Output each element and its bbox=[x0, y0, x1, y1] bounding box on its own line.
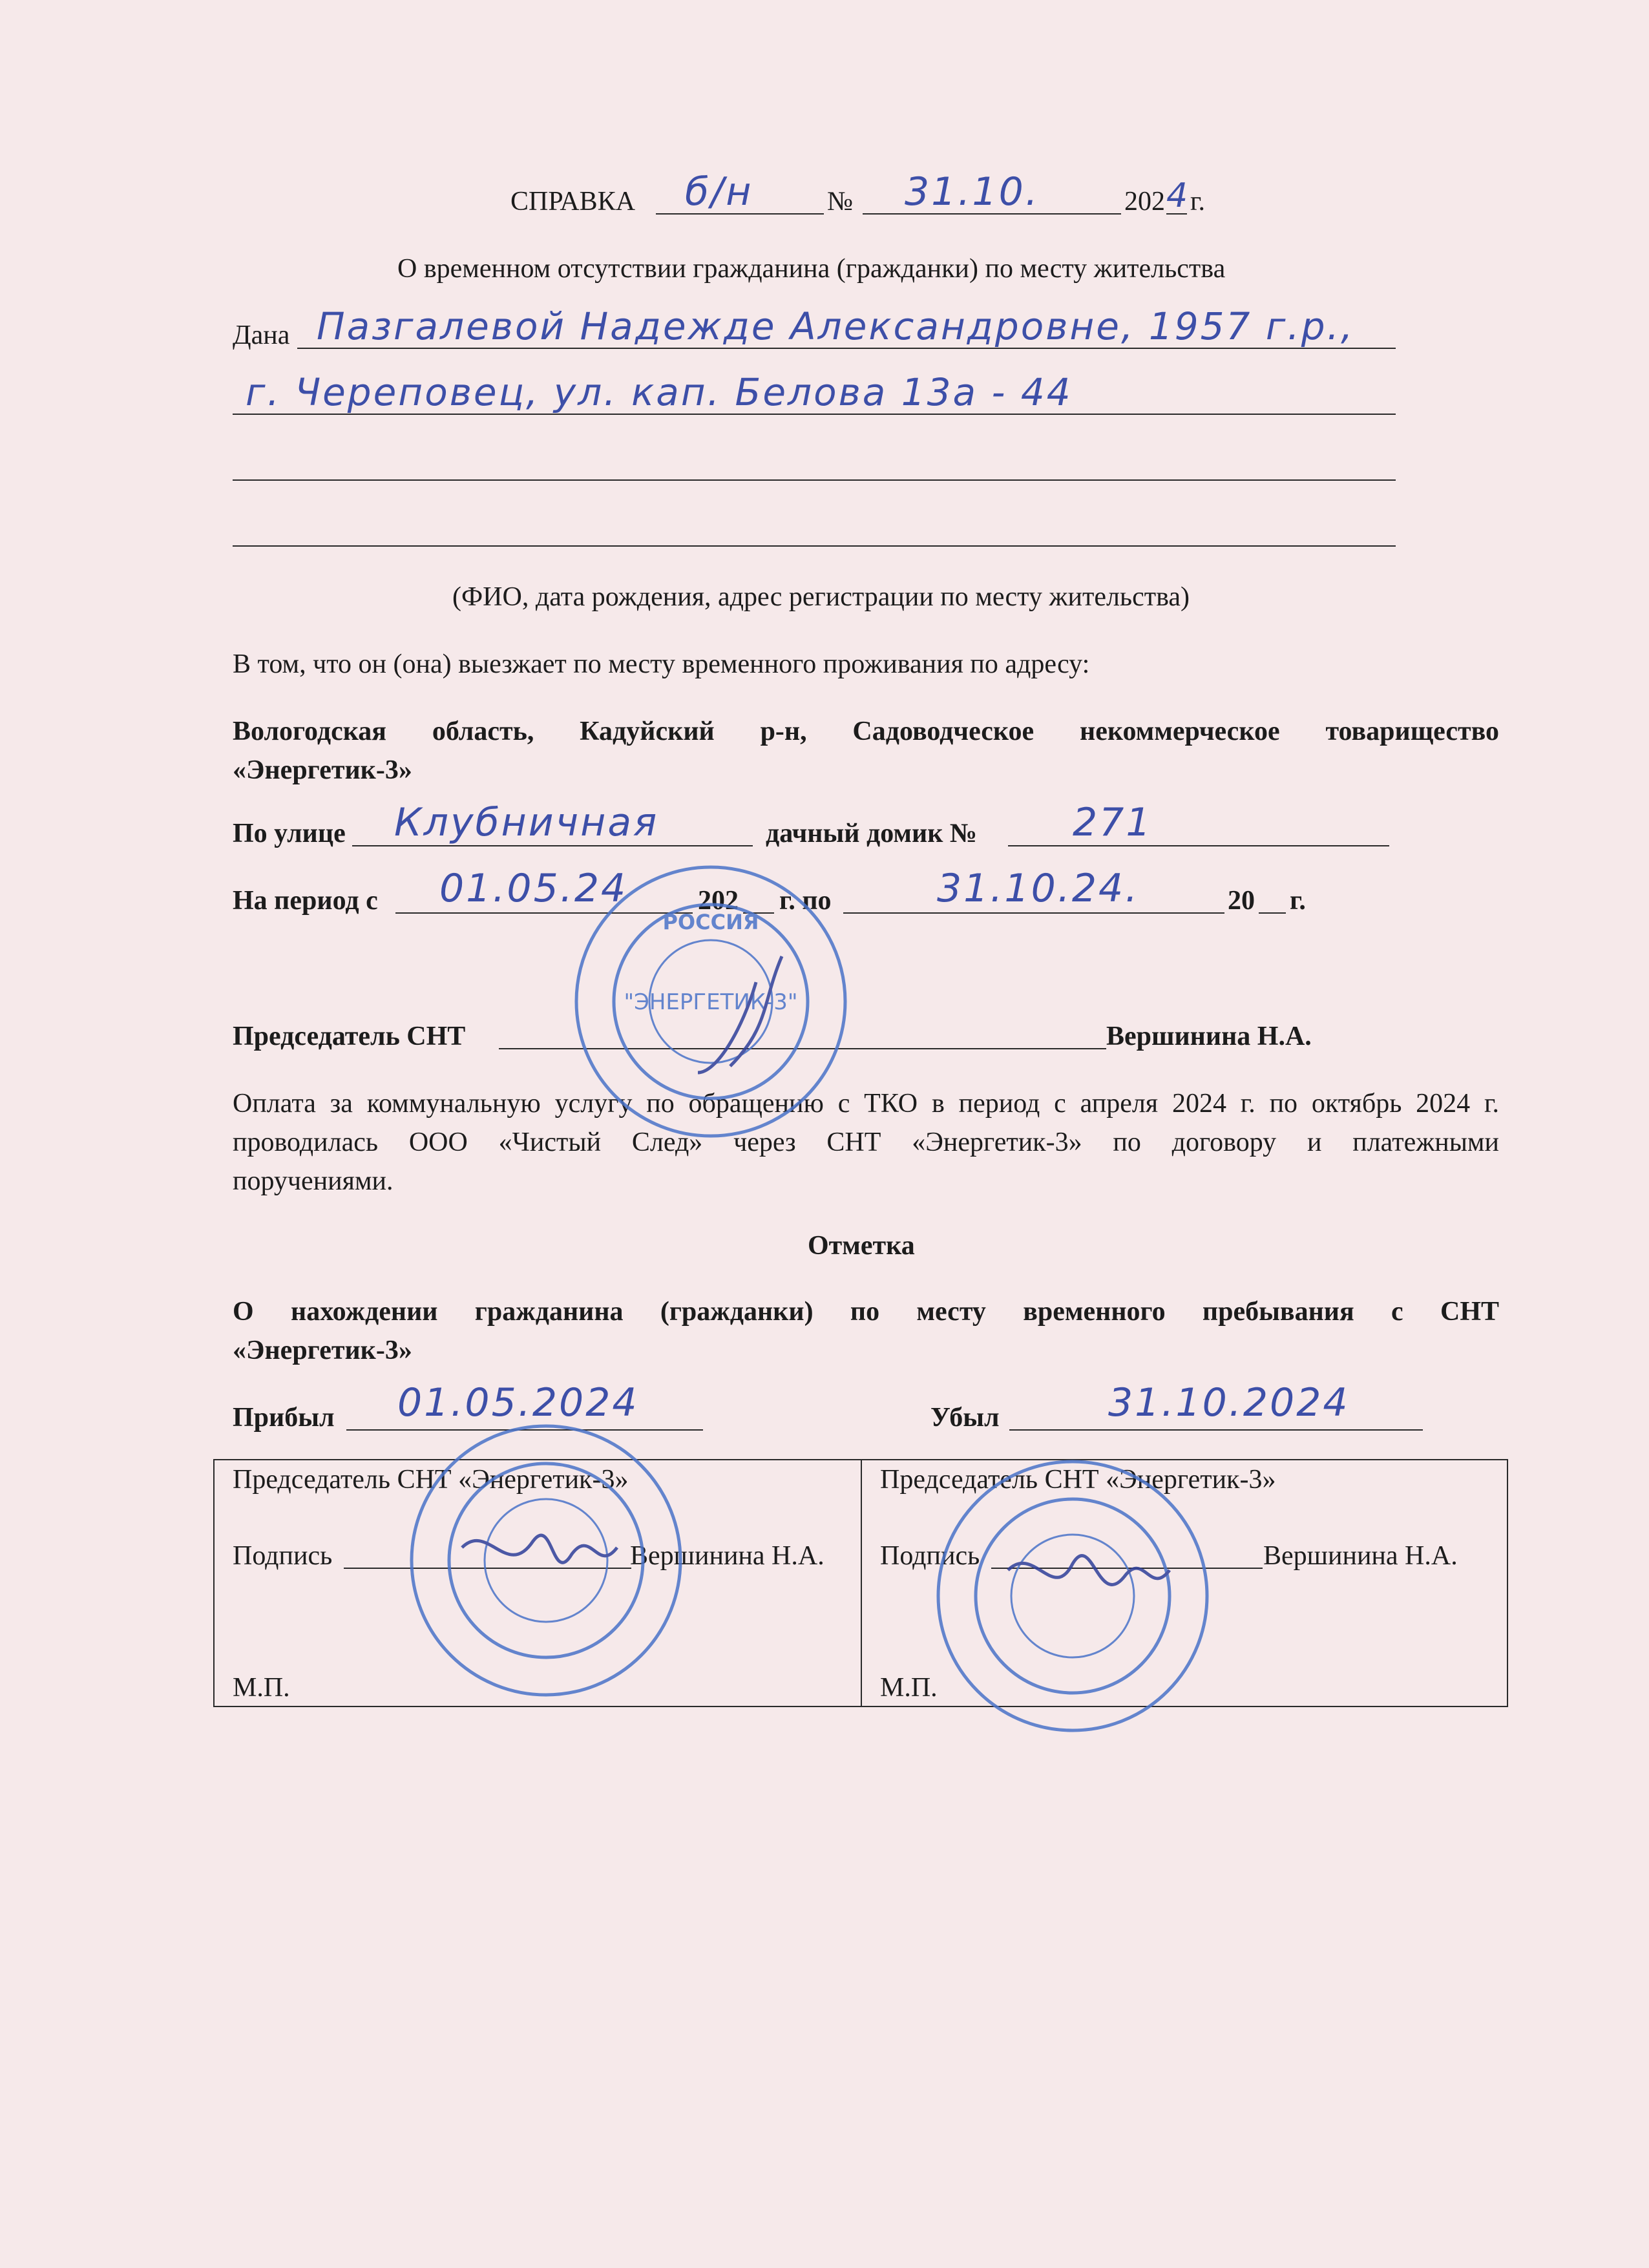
period-to-value: 31.10.24. bbox=[937, 866, 1140, 911]
title-field-value: б/н bbox=[685, 169, 753, 215]
doc-title: СПРАВКА bbox=[510, 187, 636, 216]
period-to-label: г. по bbox=[779, 886, 832, 916]
period-from-value: 01.05.24 bbox=[439, 866, 628, 911]
period-mid-label: 202 bbox=[698, 886, 739, 916]
mark-line2: «Энергетик-3» bbox=[233, 1336, 412, 1365]
org-seal-left bbox=[404, 1418, 688, 1703]
seal-center-text: "ЭНЕРГЕТИК-3" bbox=[624, 989, 798, 1015]
chairman-name: Вершинина Н.А. bbox=[1106, 1022, 1312, 1051]
arrived-value: 01.05.2024 bbox=[397, 1380, 639, 1425]
left-line bbox=[1009, 1429, 1423, 1431]
street-label: По улице bbox=[233, 819, 346, 848]
payment-line3: поручениями. bbox=[233, 1166, 394, 1196]
left-label: Убыл bbox=[930, 1403, 1000, 1433]
number-sign: № bbox=[827, 187, 854, 216]
period-from-label: На период с bbox=[233, 886, 378, 916]
left-value: 31.10.2024 bbox=[1108, 1380, 1350, 1425]
street-value: Клубничная bbox=[394, 800, 659, 845]
table-right-sign-label: Подпись bbox=[880, 1541, 980, 1571]
payment-line2: проводилась ООО «Чистый След» через СНТ «Энергетик-3» по договору и платежными bbox=[233, 1128, 1499, 1157]
seal-country-text: РОССИЯ bbox=[662, 910, 759, 934]
issued-to-line2: г. Череповец, ул. кап. Белова 13а - 44 bbox=[246, 370, 1073, 414]
house-label: дачный домик № bbox=[766, 819, 978, 848]
table-left-title: Председатель СНТ «Энергетик-3» bbox=[233, 1465, 629, 1495]
street-line bbox=[352, 845, 753, 846]
house-line bbox=[1008, 845, 1389, 846]
org-seal-right bbox=[930, 1454, 1215, 1738]
table-left-mp: М.П. bbox=[233, 1673, 290, 1703]
table-right-name: Вершинина Н.А. bbox=[1263, 1541, 1458, 1571]
year-digit: 4 bbox=[1166, 176, 1190, 215]
issued-to-line1: Пазгалевой Надежде Александровне, 1957 г.р., bbox=[317, 304, 1355, 348]
period-end-suffix: г. bbox=[1290, 886, 1306, 916]
year-suffix: г. bbox=[1190, 187, 1205, 216]
arrived-label: Прибыл bbox=[233, 1403, 335, 1433]
mark-title: Отметка bbox=[808, 1231, 915, 1261]
mark-line1: О нахождении гражданина (гражданки) по месту временного пребывания с СНТ bbox=[233, 1297, 1499, 1327]
address-line2: «Энергетик-3» bbox=[233, 755, 412, 785]
house-value: 271 bbox=[1073, 800, 1153, 845]
doc-subtitle: О временном отсутствии гражданина (гражданки) по месту жительства bbox=[397, 254, 1226, 284]
fio-hint: (ФИО, дата рождения, адрес регистрации по месту жительства) bbox=[452, 582, 1190, 612]
period-end-line bbox=[1259, 912, 1286, 914]
org-seal-top bbox=[569, 859, 853, 1144]
payment-line1: Оплата за коммунальную услугу по обращению с ТКО в период с апреля 2024 г. по октябрь 2024 г. bbox=[233, 1089, 1499, 1118]
period-end-label: 20 bbox=[1228, 886, 1255, 916]
departure-text: В том, что он (она) выезжает по месту временного проживания по адресу: bbox=[233, 649, 1090, 679]
period-to-line bbox=[843, 912, 1224, 914]
year-prefix: 202 bbox=[1124, 187, 1165, 216]
table-left-sign-label: Подпись bbox=[233, 1541, 333, 1571]
issued-to-label: Дана bbox=[233, 320, 290, 350]
table-divider bbox=[861, 1460, 862, 1706]
table-right-mp: М.П. bbox=[880, 1673, 938, 1703]
table-right-title: Председатель СНТ «Энергетик-3» bbox=[880, 1465, 1276, 1495]
address-line1: Вологодская область, Кадуйский р-н, Садоводческое некоммерческое товарищество bbox=[233, 717, 1499, 746]
table-left-name: Вершинина Н.А. bbox=[630, 1541, 824, 1571]
issued-line-3 bbox=[233, 479, 1396, 481]
number-field-value: 31.10. bbox=[905, 169, 1040, 215]
issued-line-4 bbox=[233, 545, 1396, 547]
chairman-label: Председатель СНТ bbox=[233, 1022, 466, 1051]
